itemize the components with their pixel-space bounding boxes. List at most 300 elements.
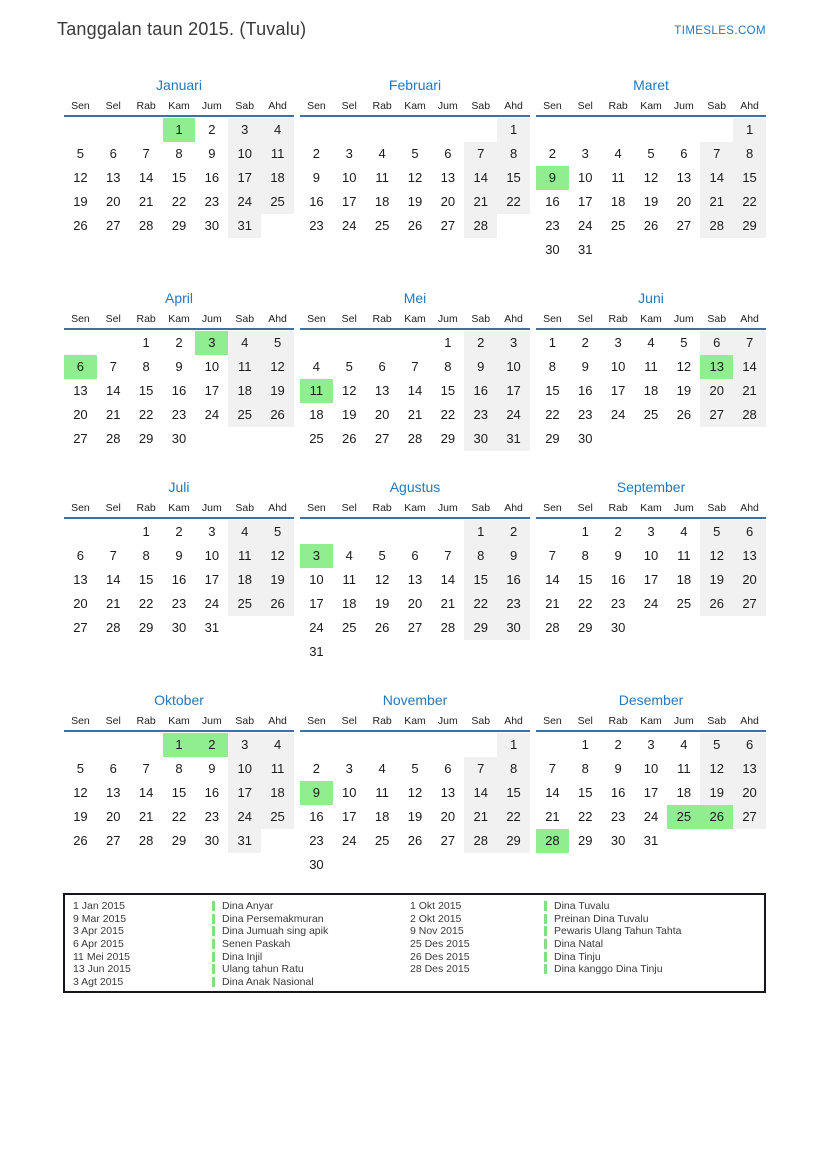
week-row (536, 805, 766, 829)
day-cell: 30 (578, 431, 593, 446)
weekday-header: Jum (673, 100, 694, 112)
day-cell (700, 829, 733, 853)
day-cell: 25 (374, 218, 390, 233)
day-cell: 9 (614, 761, 622, 776)
day-cell: 10 (309, 572, 324, 587)
day-cell: 28 (138, 218, 154, 233)
day-cell: 4 (647, 335, 655, 350)
day-cell: 13 (73, 572, 88, 587)
day-cell: 27 (733, 805, 766, 829)
week-row (300, 733, 530, 757)
week-row (300, 427, 530, 451)
day-cell: 8 (581, 761, 589, 776)
week-row (64, 781, 294, 805)
month-weeks (300, 331, 530, 451)
weekday-header: Rab (608, 715, 628, 727)
day-cell: 11 (261, 142, 294, 166)
day-cell: 1 (497, 733, 530, 757)
day-cell (97, 118, 130, 142)
day-cell: 13 (73, 383, 88, 398)
day-cell (700, 427, 733, 451)
weekday-header: Kam (640, 100, 662, 112)
weekday-header: Rab (372, 313, 392, 325)
day-cell: 14 (464, 781, 497, 805)
weekday-header: Rab (136, 313, 156, 325)
holiday-name: Dina kanggo Dina Tinju (554, 963, 663, 976)
weekday-header: Ahd (740, 502, 759, 514)
day-cell: 5 (411, 146, 419, 161)
weekday-header: Sel (105, 715, 121, 727)
legend-item (73, 963, 328, 976)
legend-column-1 (73, 900, 328, 988)
legend-date: 11 Mei 2015 (73, 950, 131, 963)
day-cell: 13 (676, 170, 692, 185)
day-cell (64, 520, 97, 544)
day-cell: 31 (228, 214, 261, 238)
week-row (64, 568, 294, 592)
month-weeks (536, 733, 766, 853)
weekday-header: Ahd (740, 100, 759, 112)
day-cell: 8 (548, 359, 557, 374)
day-cell: 26 (261, 592, 294, 616)
day-cell: 3 (345, 761, 353, 776)
day-cell: 6 (733, 733, 766, 757)
day-cell: 30 (497, 616, 530, 640)
day-cell: 21 (138, 809, 154, 824)
day-cell: 16 (309, 194, 324, 209)
day-cell (97, 520, 130, 544)
day-cell (602, 427, 635, 451)
day-cell (635, 427, 668, 451)
day-cell: 19 (374, 596, 390, 611)
holiday-name: Dina Natal (554, 938, 604, 951)
month-mei (300, 289, 530, 451)
day-cell: 29 (171, 218, 187, 233)
weekday-header: Sel (577, 100, 593, 112)
month-weeks (300, 520, 530, 664)
day-cell: 22 (578, 809, 593, 824)
week-row (300, 403, 530, 427)
day-cell: 4 (345, 548, 353, 563)
day-cell: 16 (497, 568, 530, 592)
day-cell: 18 (228, 568, 261, 592)
weekday-header: Sab (235, 502, 255, 514)
day-cell: 26 (374, 620, 390, 635)
day-cell (431, 853, 464, 877)
month-title: Oktober (154, 692, 204, 708)
day-cell: 3 (614, 335, 622, 350)
day-cell (366, 853, 399, 877)
week-row (64, 166, 294, 190)
legend-item (73, 950, 328, 963)
day-cell: 26 (407, 833, 423, 848)
week-row (300, 853, 530, 877)
day-cell: 23 (309, 833, 324, 848)
holiday-marker (544, 926, 547, 936)
day-cell: 17 (497, 379, 530, 403)
day-cell: 10 (342, 785, 357, 800)
day-cell: 20 (73, 596, 88, 611)
week-row (64, 214, 294, 238)
day-cell: 14 (700, 166, 733, 190)
holiday-day-cell: 9 (300, 781, 333, 805)
day-cell: 11 (677, 761, 691, 776)
weekday-header: Kam (168, 715, 190, 727)
weekday-header: Jum (673, 715, 694, 727)
month-november (300, 691, 530, 877)
week-row (300, 520, 530, 544)
month-maret (536, 76, 766, 262)
weekday-header: Sab (235, 313, 255, 325)
day-cell (536, 520, 569, 544)
month-weeks (300, 733, 530, 877)
weekday-header: Sen (71, 100, 90, 112)
day-cell: 25 (261, 805, 294, 829)
day-cell: 29 (464, 616, 497, 640)
month-title: September (616, 479, 686, 495)
holiday-name: Ulang tahun Ratu (222, 963, 304, 976)
day-cell: 17 (610, 383, 626, 398)
day-cell: 19 (407, 194, 423, 209)
day-cell (97, 733, 130, 757)
day-cell: 13 (733, 544, 766, 568)
day-cell: 6 (411, 548, 419, 563)
day-cell: 25 (643, 407, 659, 422)
day-cell (602, 118, 635, 142)
week-row (536, 568, 766, 592)
month-juni (536, 289, 766, 451)
week-row (300, 355, 530, 379)
day-cell: 2 (614, 524, 622, 539)
day-cell: 7 (548, 548, 557, 563)
day-cell (431, 640, 464, 664)
day-cell: 25 (342, 620, 357, 635)
day-cell: 10 (342, 170, 357, 185)
day-cell: 13 (440, 785, 456, 800)
weekday-header: Sen (307, 313, 326, 325)
legend-date: 25 Des 2015 (410, 938, 470, 951)
weekday-header: Jum (201, 715, 222, 727)
weekday-header: Sel (577, 502, 593, 514)
day-cell: 11 (261, 757, 294, 781)
day-cell: 23 (204, 194, 220, 209)
day-cell: 4 (680, 737, 688, 752)
day-cell: 31 (309, 644, 324, 659)
holiday-legend (63, 893, 766, 993)
week-row (536, 520, 766, 544)
day-cell (700, 238, 733, 262)
day-cell: 5 (647, 146, 655, 161)
day-cell (536, 118, 569, 142)
day-cell: 7 (142, 761, 150, 776)
day-cell: 6 (109, 761, 117, 776)
holiday-marker (544, 914, 547, 924)
day-cell: 22 (464, 592, 497, 616)
day-cell: 21 (407, 407, 423, 422)
day-cell: 30 (309, 857, 324, 872)
weekday-header-row (300, 712, 530, 732)
day-cell: 19 (73, 809, 88, 824)
week-row (300, 190, 530, 214)
day-cell (261, 214, 294, 238)
day-cell: 17 (578, 194, 593, 209)
day-cell: 22 (138, 407, 154, 422)
day-cell: 3 (345, 146, 353, 161)
day-cell: 19 (261, 568, 294, 592)
day-cell: 10 (204, 548, 220, 563)
day-cell: 18 (261, 166, 294, 190)
week-row (64, 355, 294, 379)
weekday-header: Kam (168, 502, 190, 514)
day-cell: 28 (138, 833, 154, 848)
holiday-name: Pewaris Ulang Tahun Tahta (554, 925, 682, 938)
day-cell: 12 (676, 359, 692, 374)
day-cell (333, 118, 366, 142)
day-cell (399, 640, 432, 664)
day-cell: 21 (464, 190, 497, 214)
day-cell: 13 (106, 785, 121, 800)
week-row (536, 544, 766, 568)
month-weeks (536, 520, 766, 640)
day-cell: 25 (228, 592, 261, 616)
holiday-day-cell: 3 (300, 544, 333, 568)
weekday-header: Sen (71, 502, 90, 514)
day-cell: 16 (610, 785, 626, 800)
day-cell: 17 (228, 166, 261, 190)
day-cell: 21 (545, 809, 560, 824)
day-cell: 25 (261, 190, 294, 214)
month-februari (300, 76, 530, 238)
day-cell: 25 (610, 218, 626, 233)
day-cell: 8 (175, 146, 183, 161)
day-cell: 5 (261, 331, 294, 355)
day-cell: 23 (610, 809, 626, 824)
day-cell: 15 (497, 166, 530, 190)
day-cell: 24 (228, 190, 261, 214)
day-cell: 1 (548, 335, 557, 350)
day-cell: 16 (578, 383, 593, 398)
day-cell (261, 616, 294, 640)
day-cell: 6 (733, 520, 766, 544)
week-row (536, 142, 766, 166)
week-row (64, 733, 294, 757)
day-cell: 1 (581, 524, 589, 539)
week-row (300, 544, 530, 568)
week-row (300, 829, 530, 853)
month-weeks (536, 331, 766, 451)
day-cell: 10 (228, 142, 261, 166)
day-cell: 20 (106, 809, 121, 824)
day-cell: 16 (309, 809, 324, 824)
day-cell: 10 (643, 548, 659, 563)
weekday-header: Sen (543, 100, 562, 112)
weekday-header: Kam (640, 313, 662, 325)
day-cell: 27 (106, 218, 121, 233)
day-cell: 2 (548, 146, 557, 161)
day-cell: 17 (342, 194, 357, 209)
day-cell: 1 (142, 335, 150, 350)
week-row (300, 592, 530, 616)
week-row (536, 592, 766, 616)
day-cell: 31 (578, 242, 593, 257)
day-cell: 2 (497, 520, 530, 544)
legend-item (410, 925, 681, 938)
weekday-header-row (300, 310, 530, 330)
day-cell: 15 (440, 383, 456, 398)
day-cell: 4 (261, 118, 294, 142)
day-cell: 18 (676, 572, 692, 587)
day-cell (602, 238, 635, 262)
week-row (536, 190, 766, 214)
day-cell: 13 (733, 757, 766, 781)
day-cell: 27 (374, 431, 390, 446)
month-title: Juli (168, 479, 190, 495)
day-cell: 7 (548, 761, 557, 776)
weekday-header: Sel (341, 502, 357, 514)
day-cell: 28 (407, 431, 423, 446)
day-cell (635, 238, 668, 262)
day-cell: 10 (228, 757, 261, 781)
day-cell (228, 616, 261, 640)
week-row (300, 379, 530, 403)
holiday-name: Preinan Dina Tuvalu (554, 912, 649, 925)
weekday-header: Jum (673, 313, 694, 325)
day-cell: 30 (204, 833, 220, 848)
site-link[interactable]: TIMESLES.COM (674, 25, 766, 37)
month-desember (536, 691, 766, 853)
legend-date: 2 Okt 2015 (410, 912, 462, 925)
weekday-header: Sel (341, 313, 357, 325)
day-cell: 23 (171, 596, 187, 611)
day-cell (733, 829, 766, 853)
legend-item (73, 925, 328, 938)
day-cell: 18 (342, 596, 357, 611)
day-cell: 7 (109, 548, 117, 563)
weekday-header: Sel (577, 715, 593, 727)
week-row (300, 757, 530, 781)
day-cell: 12 (261, 355, 294, 379)
day-cell: 27 (440, 218, 456, 233)
day-cell: 17 (204, 383, 220, 398)
day-cell: 6 (700, 331, 733, 355)
day-cell: 12 (407, 170, 423, 185)
weekday-header: Sab (471, 313, 491, 325)
week-row (64, 379, 294, 403)
day-cell: 11 (375, 170, 389, 185)
day-cell: 30 (171, 620, 187, 635)
holiday-name: Senen Paskah (222, 938, 291, 951)
month-weeks (64, 520, 294, 640)
month-title: April (164, 290, 193, 306)
day-cell: 14 (138, 170, 154, 185)
day-cell: 2 (208, 122, 216, 137)
day-cell (667, 427, 700, 451)
day-cell: 5 (700, 520, 733, 544)
day-cell: 6 (680, 146, 688, 161)
day-cell: 8 (497, 142, 530, 166)
holiday-day-cell: 13 (700, 355, 733, 379)
month-oktober (64, 691, 294, 853)
day-cell: 3 (647, 737, 655, 752)
weekday-header: Jum (437, 100, 458, 112)
legend-date: 1 Okt 2015 (410, 900, 462, 913)
day-cell: 28 (106, 620, 121, 635)
weekday-header: Ahd (504, 715, 523, 727)
day-cell: 12 (643, 170, 659, 185)
weekday-header: Sel (577, 313, 593, 325)
day-cell: 21 (464, 805, 497, 829)
month-juli (64, 478, 294, 640)
weekday-header: Ahd (504, 502, 523, 514)
day-cell: 18 (610, 194, 626, 209)
day-cell (333, 853, 366, 877)
day-cell: 7 (733, 331, 766, 355)
day-cell (431, 520, 464, 544)
weekday-header: Sab (471, 715, 491, 727)
day-cell: 24 (204, 407, 220, 422)
day-cell: 7 (109, 359, 117, 374)
day-cell: 14 (545, 572, 560, 587)
weekday-header: Sab (707, 715, 727, 727)
day-cell: 29 (545, 431, 560, 446)
day-cell: 9 (581, 359, 589, 374)
weekday-header-row (300, 499, 530, 519)
weekday-header: Rab (608, 502, 628, 514)
weekday-header-row (64, 712, 294, 732)
day-cell: 19 (700, 781, 733, 805)
legend-item (410, 950, 681, 963)
day-cell: 25 (676, 596, 692, 611)
legend-date: 13 Jun 2015 (73, 963, 131, 976)
holiday-name: Dina Persemakmuran (222, 912, 324, 925)
day-cell: 19 (643, 194, 659, 209)
weekday-header: Rab (136, 100, 156, 112)
day-cell: 3 (208, 524, 216, 539)
day-cell: 26 (643, 218, 659, 233)
day-cell: 12 (261, 544, 294, 568)
day-cell: 4 (228, 520, 261, 544)
weekday-header: Kam (168, 313, 190, 325)
legend-item (73, 976, 328, 989)
day-cell: 15 (171, 170, 187, 185)
weekday-header: Sab (707, 100, 727, 112)
weekday-header: Jum (201, 100, 222, 112)
day-cell: 26 (261, 403, 294, 427)
day-cell: 22 (440, 407, 456, 422)
day-cell: 9 (464, 355, 497, 379)
weekday-header: Ahd (740, 313, 759, 325)
weekday-header: Jum (437, 502, 458, 514)
day-cell: 3 (228, 733, 261, 757)
weekday-header: Jum (201, 313, 222, 325)
day-cell: 1 (733, 118, 766, 142)
week-row (536, 331, 766, 355)
holiday-name: Dina Injil (222, 950, 263, 963)
day-cell: 1 (581, 737, 589, 752)
holiday-marker (212, 926, 215, 936)
weekday-header: Sab (235, 100, 255, 112)
day-cell: 15 (138, 383, 154, 398)
week-row (300, 616, 530, 640)
day-cell: 4 (378, 761, 386, 776)
day-cell: 27 (73, 620, 88, 635)
day-cell: 4 (228, 331, 261, 355)
day-cell: 9 (175, 548, 183, 563)
weekday-header: Ahd (268, 715, 287, 727)
weekday-header: Sen (543, 502, 562, 514)
day-cell: 15 (138, 572, 154, 587)
day-cell: 9 (312, 170, 321, 185)
